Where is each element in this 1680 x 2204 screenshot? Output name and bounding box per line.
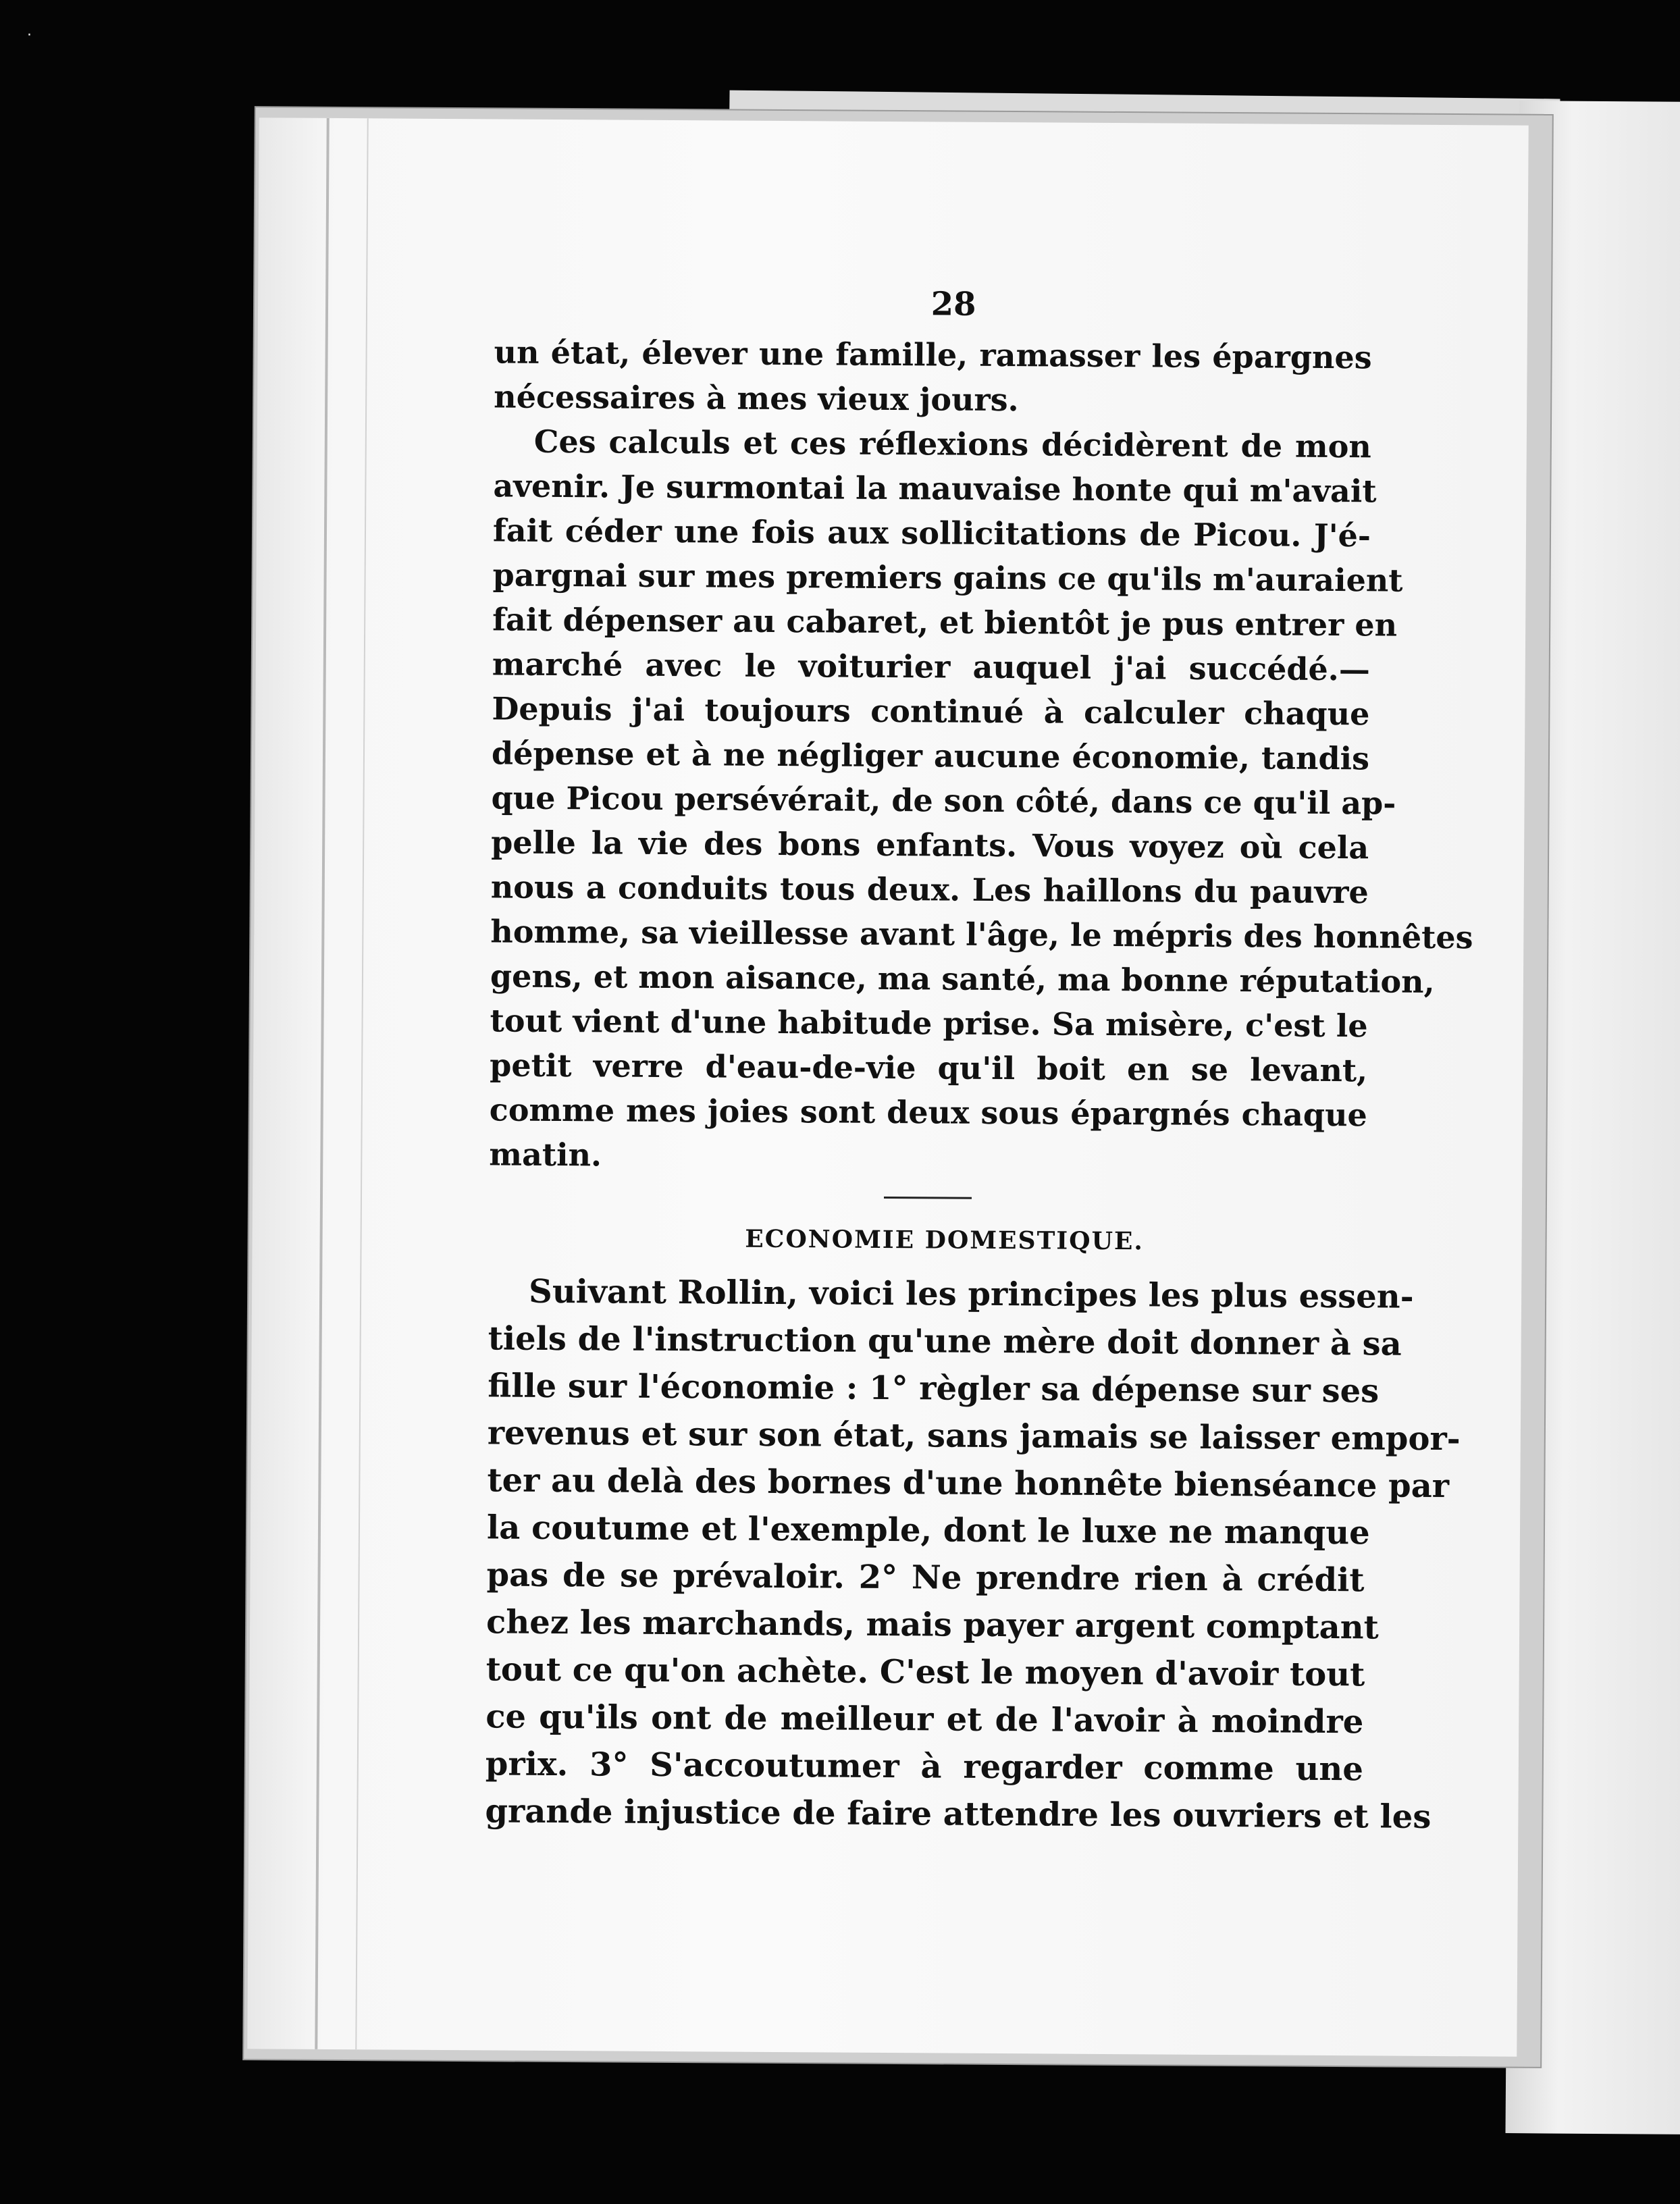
section-separator <box>884 1197 972 1199</box>
text-line: un état, élever une famille, ramasser les épargnes <box>494 334 1372 376</box>
text-line: homme, sa vieillesse avant l'âge, le mépris des honnêtes <box>490 913 1473 956</box>
book-page <box>247 117 1528 2056</box>
text-line: chez les marchands, mais payer argent comptant <box>485 1603 1379 1647</box>
story-paragraph <box>489 330 1473 1182</box>
text-line: ter au delà des bornes d'une honnête bienséance par <box>487 1461 1450 1506</box>
text-line: pas de se prévaloir. 2° Ne prendre rien à crédit <box>486 1556 1365 1600</box>
scan-speck: · <box>27 27 32 44</box>
text-line: matin. <box>489 1136 602 1174</box>
text-line: tout ce qu'on achète. C'est le moyen d'avoir tout <box>485 1650 1365 1694</box>
section-heading: ECONOMIE DOMESTIQUE. <box>745 1224 1145 1256</box>
text-line: marché avec le voiturier auquel j'ai succédé.— <box>492 646 1370 688</box>
text-line: pelle la vie des bons enfants. Vous voyez où cela <box>491 824 1369 866</box>
text-line: grande injustice de faire attendre les ouvriers et les <box>485 1792 1432 1836</box>
text-line: revenus et sur son état, sans jamais se laisser empor- <box>487 1414 1461 1459</box>
text-line: fille sur l'économie : 1° règler sa dépense sur ses <box>488 1367 1380 1411</box>
page-number: 28 <box>930 285 976 323</box>
text-line: Suivant Rollin, voici les principes les plus essen- <box>528 1272 1414 1316</box>
text-line: Depuis j'ai toujours continué à calculer chaque <box>492 690 1370 733</box>
page-fold-line <box>315 118 329 2049</box>
text-line: avenir. Je surmontai la mauvaise honte qui m'avait <box>493 467 1377 510</box>
text-line: ce qu'ils ont de meilleur et de l'avoir à moindre <box>485 1698 1364 1741</box>
text-line: comme mes joies sont deux sous épargnés chaque <box>489 1091 1367 1134</box>
text-line: gens, et mon aisance, ma santé, ma bonne réputation, <box>490 957 1435 1000</box>
text-line: petit verre d'eau-de-vie qu'il boit en se levant, <box>490 1047 1368 1089</box>
text-line: Ces calculs et ces réflexions décidèrent de mon <box>533 423 1371 465</box>
text-line: fait céder une fois aux sollicitations de Picou. J'é- <box>492 512 1371 554</box>
text-line: nécessaires à mes vieux jours. <box>494 378 1019 419</box>
text-line: dépense et à ne négliger aucune économie, tandis <box>491 735 1370 777</box>
page-fold-line-secondary <box>355 118 368 2049</box>
text-line: tiels de l'instruction qu'une mère doit donner à sa <box>488 1319 1402 1363</box>
text-line: la coutume et l'exemple, dont le luxe ne manque <box>486 1508 1370 1552</box>
text-line: tout vient d'une habitude prise. Sa misère, c'est le <box>490 1002 1368 1045</box>
text-line: que Picou persévérait, de son côté, dans ce qu'il ap- <box>491 779 1396 822</box>
text-line: pargnai sur mes premiers gains ce qu'ils m'auraient <box>492 556 1403 599</box>
text-line: fait dépenser au cabaret, et bientôt je pus entrer en <box>492 601 1398 644</box>
text-line: nous a conduits tous deux. Les haillons du pauvre <box>490 868 1369 911</box>
page-text <box>485 281 1473 1840</box>
text-line: prix. 3° S'accoutumer à regarder comme une <box>485 1745 1364 1789</box>
section-body <box>485 1267 1461 1840</box>
